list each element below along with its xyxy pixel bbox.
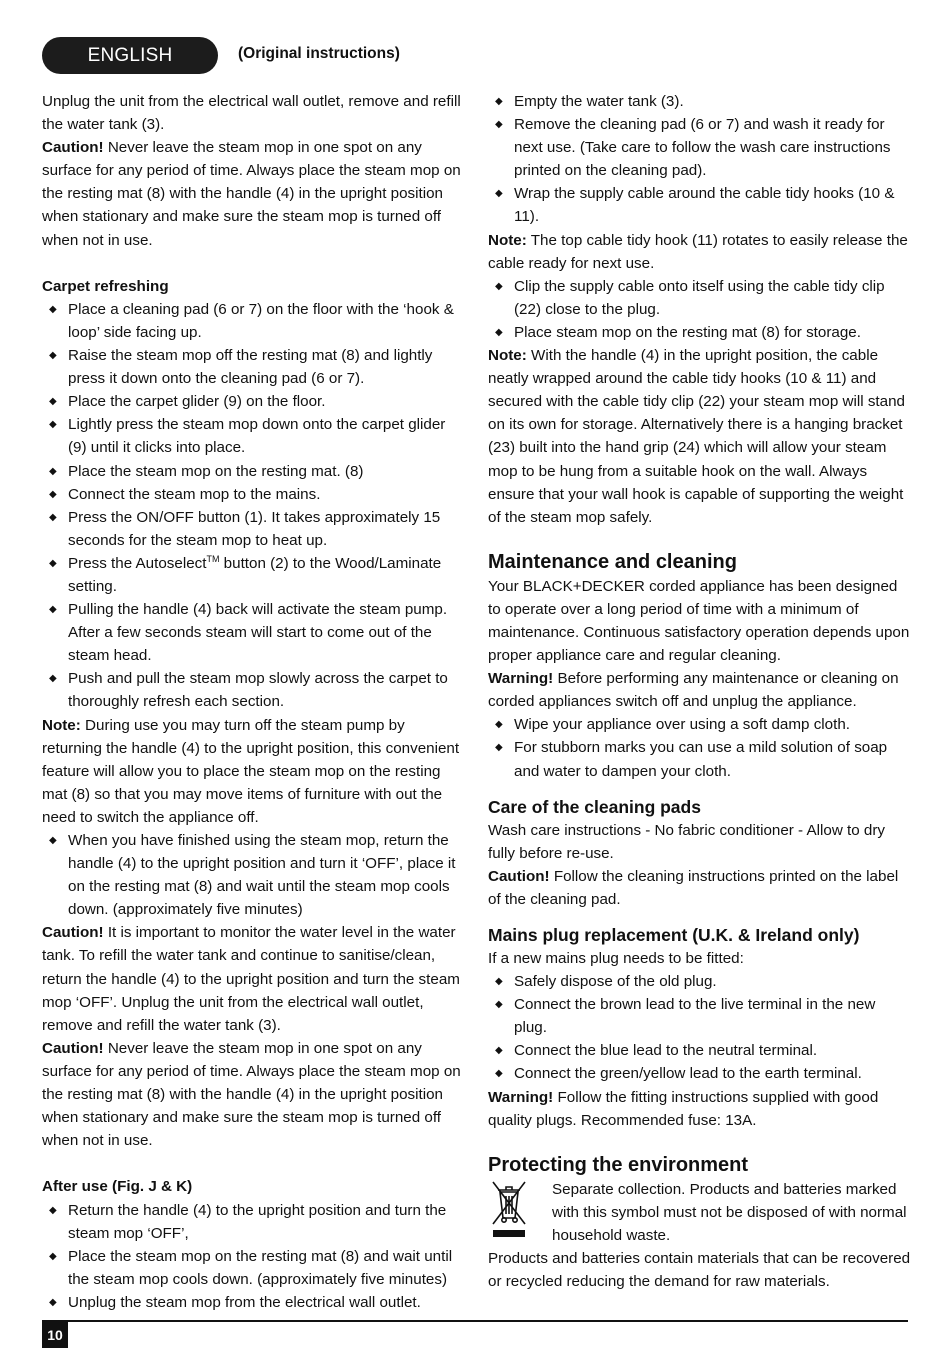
- autoselect-text: Press the Autoselect: [68, 554, 207, 572]
- after-use-list: [42, 1199, 464, 1314]
- after-use-heading: After use (Fig. J & K): [42, 1178, 193, 1196]
- cable-list: [488, 275, 912, 344]
- maintenance-paragraph: Your BLACK+DECKER corded appliance has been designed to operate over a long period of time with a minimum of maintenance. Continuous satisfactory operation depends upon proper appliance care and regular cleaning.: [488, 577, 910, 665]
- note-label: Note:: [42, 716, 81, 734]
- note-text: During use you may turn off the steam pump by returning the handle (4) to the upright position, this convenient feature will allow you to place the steam mop on the resting mat (8) so that you may move items of furniture with out the need to switch the appliance off.: [42, 716, 460, 826]
- right-column: [488, 90, 912, 1293]
- list-item: ◆ Place steam mop on the resting mat (8) for storage.: [488, 321, 912, 344]
- list-item: ◆ Push and pull the steam mop slowly across the carpet to thoroughly refresh each section.: [42, 667, 464, 713]
- note-paragraph: [42, 714, 464, 829]
- list-item: ◆ Clip the supply cable onto itself using the cable tidy clip (22) close to the plug.: [488, 275, 912, 321]
- environment-paragraph: Products and batteries contain materials that can be recovered or recycled reducing the demand for raw materials.: [488, 1250, 911, 1291]
- plug-heading: Mains plug replacement (U.K. & Ireland only): [488, 925, 860, 945]
- list-item: ◆ Connect the steam mop to the mains.: [42, 483, 464, 506]
- note-paragraph: [488, 344, 912, 529]
- list-item: ◆ Connect the green/yellow lead to the earth terminal.: [488, 1062, 912, 1085]
- list-item: ◆ Place the steam mop on the resting mat (8) and wait until the steam mop cools down. (approximately five minutes): [42, 1245, 464, 1291]
- original-instructions-label: (Original instructions): [238, 45, 400, 62]
- list-item: [42, 552, 464, 598]
- finished-list: [42, 829, 464, 921]
- list-item: ◆ Place the carpet glider (9) on the floor.: [42, 390, 464, 413]
- caution-label: Caution!: [488, 867, 550, 885]
- caution-paragraph: [42, 921, 464, 1036]
- list-item: ◆ Empty the water tank (3).: [488, 90, 912, 113]
- environment-symbol-text: Separate collection. Products and batteries marked with this symbol must not be disposed of with normal household waste.: [552, 1180, 907, 1244]
- note-text: The top cable tidy hook (11) rotates to easily release the cable ready for next use.: [488, 231, 908, 272]
- footer-rule: [42, 1320, 908, 1322]
- maintenance-heading: Maintenance and cleaning: [488, 550, 737, 573]
- list-item: ◆ Wrap the supply cable around the cable tidy hooks (10 & 11).: [488, 182, 912, 228]
- plug-list: [488, 970, 912, 1085]
- note-label: Note:: [488, 231, 527, 249]
- list-item: ◆ Remove the cleaning pad (6 or 7) and wash it ready for next use. (Take care to follow the wash care instructions printed on the cleaning pad).: [488, 113, 912, 182]
- warning-text: Follow the fitting instructions supplied with good quality plugs. Recommended fuse: 13A.: [488, 1088, 879, 1129]
- warning-paragraph: [488, 667, 912, 713]
- list-item: ◆ Pulling the handle (4) back will activate the steam pump. After a few seconds steam will start to come out of the steam head.: [42, 598, 464, 667]
- list-item: ◆ Lightly press the steam mop down onto the carpet glider (9) until it clicks into place.: [42, 413, 464, 459]
- caution-paragraph: [42, 136, 464, 251]
- crossed-bin-icon: [490, 1178, 528, 1240]
- list-item: ◆ Return the handle (4) to the upright position and turn the steam mop ‘OFF’,: [42, 1199, 464, 1245]
- list-item: ◆ Wipe your appliance over using a soft damp cloth.: [488, 713, 912, 736]
- caution-paragraph: [488, 865, 912, 911]
- autoselect-setting-text: button (2) to the Wood/Laminate setting.: [68, 554, 442, 595]
- language-badge: ENGLISH: [42, 37, 218, 74]
- page-number: 10: [42, 1322, 68, 1348]
- note-paragraph: [488, 229, 912, 275]
- caution-label: Caution!: [42, 924, 104, 942]
- list-item: ◆ Unplug the steam mop from the electrical wall outlet.: [42, 1291, 464, 1314]
- list-item: ◆ Safely dispose of the old plug.: [488, 970, 912, 993]
- left-column: [42, 90, 464, 1314]
- warning-paragraph: [488, 1086, 912, 1132]
- list-item: ◆ Place a cleaning pad (6 or 7) on the floor with the ‘hook & loop’ side facing up.: [42, 298, 464, 344]
- warning-text: Before performing any maintenance or cleaning on corded appliances switch off and unplug the appliance.: [488, 670, 899, 711]
- list-item: ◆ Connect the brown lead to the live terminal in the new plug.: [488, 993, 912, 1039]
- note-label: Note:: [488, 347, 527, 365]
- warning-label: Warning!: [488, 1088, 554, 1106]
- list-item: ◆ For stubborn marks you can use a mild solution of soap and water to dampen your cloth.: [488, 736, 912, 782]
- caution-label: Caution!: [42, 1039, 104, 1057]
- trademark-mark: TM: [206, 553, 220, 564]
- list-item: ◆ Place the steam mop on the resting mat. (8): [42, 460, 464, 483]
- plug-intro: If a new mains plug needs to be fitted:: [488, 950, 744, 967]
- list-item: ◆ Press the ON/OFF button (1). It takes approximately 15 seconds for the steam mop to heat up.: [42, 506, 464, 552]
- storage-list: [488, 90, 912, 229]
- list-item: ◆ Connect the blue lead to the neutral terminal.: [488, 1039, 912, 1062]
- list-item: ◆ When you have finished using the steam mop, return the handle (4) to the upright position and turn it ‘OFF’, place it on the resting mat (8) and wait until the steam mop cools down. (approximately five minutes): [42, 829, 464, 921]
- caution-paragraph: [42, 1037, 464, 1152]
- pads-paragraph: Wash care instructions - No fabric conditioner - Allow to dry fully before re-use.: [488, 821, 885, 862]
- caution-label: Caution!: [42, 139, 104, 157]
- intro-paragraph: Unplug the unit from the electrical wall outlet, remove and refill the water tank (3).: [42, 93, 461, 134]
- caution-text: Follow the cleaning instructions printed on the label of the cleaning pad.: [488, 867, 899, 908]
- warning-label: Warning!: [488, 670, 554, 688]
- caution-text: It is important to monitor the water level in the water tank. To refill the water tank and continue to sanitise/clean, return the handle (4) to the upright position and turn the steam mop ‘OFF’. Unplug the unit from the electrical wall outlet, remove and refill the water tank (3).: [42, 924, 460, 1034]
- carpet-steps-list: [42, 298, 464, 714]
- caution-text: Never leave the steam mop in one spot on any surface for any period of time. Always place the steam mop on the resting mat (8) with the handle (4) in the upright position when stationary and make sure the steam mop is turned off when not in use.: [42, 139, 461, 249]
- environment-heading: Protecting the environment: [488, 1153, 749, 1176]
- maintenance-list: [488, 713, 912, 782]
- list-item: ◆ Raise the steam mop off the resting mat (8) and lightly press it down onto the cleaning pad (6 or 7).: [42, 344, 464, 390]
- note-text: With the handle (4) in the upright position, the cable neatly wrapped around the cable tidy hooks (10 & 11) and secured with the cable tidy clip (22) your steam mop will stand on its own for storage. Alternatively there is a hanging bracket (23) built into the hand grip (24) which will allow your steam mop to be hung from a suitable hook on the wall. Always ensure that your wall hook is capable of supporting the weight of the steam mop safely.: [488, 347, 905, 526]
- pads-heading: Care of the cleaning pads: [488, 796, 701, 817]
- caution-text: Never leave the steam mop in one spot on any surface for any period of time. Always place the steam mop on the resting mat (8) with the handle (4) in the upright position when stationary and make sure the steam mop is turned off when not in use.: [42, 1039, 461, 1150]
- carpet-refreshing-heading: Carpet refreshing: [42, 277, 169, 295]
- environment-row: [488, 1178, 912, 1247]
